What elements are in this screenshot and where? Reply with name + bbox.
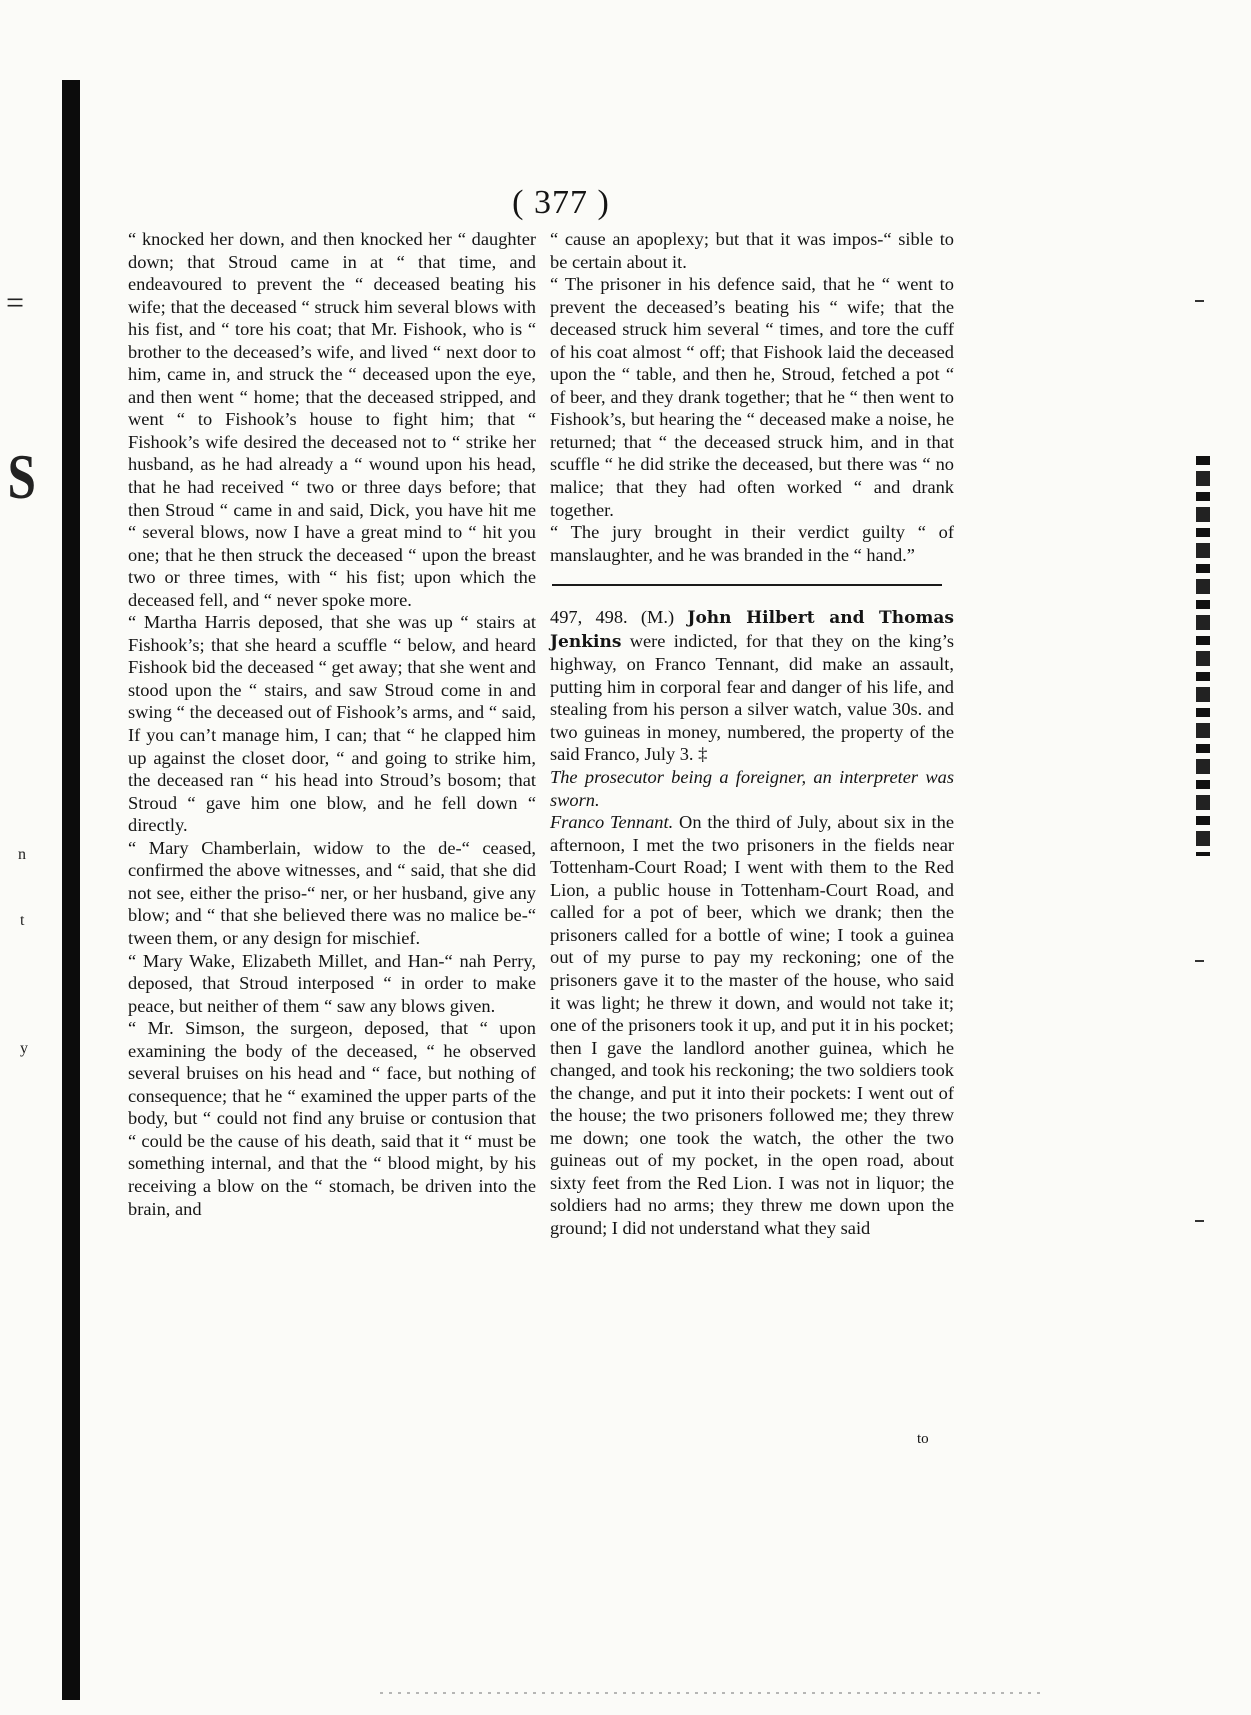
paragraph: “ Mary Chamberlain, widow to the de-“ ceased, confirmed the above witnesses, and “ said, that she did not see, either the priso-“ ner, or her husband, give any blow; and “ that she believed there was no malice be-“ tween them, or any design for mischief. <box>128 837 536 948</box>
paragraph: “ The jury brought in their verdict guilty “ of manslaughter, and he was branded in the “ hand.” <box>550 522 954 565</box>
case-number: 497, 498. (M.) <box>550 607 675 628</box>
right-column <box>550 228 954 1240</box>
paragraph: “ knocked her down, and then knocked her “ daughter down; that Stroud came in at “ that time, and endeavoured to prevent the “ deceased beating his wife; that the deceased “ struck him several blows with his fist, and “ tore his coat; that Mr. Fishook, who is “ brother to the deceased’s wife, and lived “ next door to him, came in, and struck the “ deceased upon the eye, and then went “ home; that the deceased stripped, and went “ to Fishook’s house to fight him; that “ Fishook’s wife desired the deceased not to “ strike her husband, as he had already a “ wound upon his head, that he had received “ two or three days before; that then Stroud “ came in and said, Dick, you have hit me “ several blows, now I have a great mind to “ hit you one; that he then struck the deceased “ upon the breast two or three times, with “ his fist; upon which the deceased fell, and “ never spoke more. <box>128 229 536 610</box>
indictment-text: were indicted, for that they on the king’s highway, on Franco Tennant, did make an assault, putting him in corporal fear and danger of his life, and stealing from his person a silver watch, value 30s. and two guineas in money, numbered, the property of the said Franco, July 3. ‡ <box>550 630 954 765</box>
edge-mark <box>1195 1220 1204 1222</box>
paragraph: “ cause an apoplexy; but that it was impos-“ sible to be certain about it. <box>550 229 954 272</box>
scan-noise <box>380 1692 1040 1694</box>
catchword: to <box>917 1431 929 1447</box>
testimony-text: On the third of July, about six in the afternoon, I met the two prisoners in the fields near Tottenham-Court Road; I went with them to the Red Lion, a public house in Tottenham-Court Road, and called for a pot of beer, which we drank; then the prisoners called for a bottle of wine; I took a guinea out of my purse to pay my reckoning; one of the prisoners gave it to the master of the house, who said it was light; he threw it down, and would not take it; one of the prisoners took it up, and put it in his pocket; then I gave the landlord another guinea, which he changed, and took his reckoning; the two soldiers took the change, and put it into their pockets: I went out of the house; the two prisoners followed me; they threw me down; one took the watch, the other the two guineas out of my pocket, in the open road, about sixty feet from the Red Lion. I was not in liquor; the soldiers had no arms; they threw me down upon the ground; I did not understand what they said <box>550 812 954 1238</box>
margin-mark-letter: S <box>7 441 37 512</box>
edge-mark <box>1195 300 1204 302</box>
paragraph: “ Martha Harris deposed, that she was up “ stairs at Fishook’s; that she heard a scuffle “ below, and heard Fishook bid the deceased “ get away; that she went and stood upon the “ stairs, and saw Stroud come in and swing “ the deceased out of Fishook’s arms, and “ said, If you can’t manage him, I can; that “ he clapped him up against the closet door, “ and going to strike him, the deceased ran “ his head into Stroud’s bosom; that Stroud “ gave him one blow, and he fell down “ directly. <box>128 612 536 836</box>
paragraph: “ The prisoner in his defence said, that he “ went to prevent the deceased’s beating his “ wife; that the deceased struck him several “ times, and tore the cuff of his coat almost “ off; that Fishook laid the deceased upon the “ table, and then he, Stroud, fetched a pot “ of beer, and they drank together; that he “ then went to Fishook’s, but hearing the “ deceased make a noise, he returned; that “ the deceased struck him, and in that scuffle “ he did strike the deceased, but there was “ no malice; that they had often worked “ and drank together. <box>550 274 954 520</box>
defendant-names: John Hilbert and Thomas Jenkins <box>550 608 954 652</box>
testimony-speaker: Franco Tennant. <box>550 812 674 833</box>
section-divider <box>552 584 942 586</box>
testimony <box>550 811 954 1239</box>
edge-bleed-through <box>1196 456 1210 856</box>
margin-mark-letter: t <box>20 912 25 929</box>
case-heading <box>550 606 954 766</box>
page-number: ( 377 ) <box>512 184 610 221</box>
margin-mark-rule: = <box>6 284 25 320</box>
margin-mark-letter: y <box>20 1040 28 1057</box>
margin-mark-letter: n <box>18 846 26 863</box>
interpreter-note: The prosecutor being a foreigner, an interpreter was sworn. <box>550 767 954 810</box>
left-column <box>128 228 536 1220</box>
binding-shadow <box>62 80 80 1700</box>
paragraph: “ Mr. Simson, the surgeon, deposed, that “ upon examining the body of the deceased, “ he observed several bruises on his head and “ face, but nothing of consequence; that he “ examined the upper parts of the body, but “ could not find any bruise or contusion that “ could be the cause of his death, said that it “ must be something internal, and that the “ blood might, by his receiving a blow on the “ stomach, be driven into the brain, and <box>128 1018 536 1219</box>
edge-mark <box>1195 960 1204 962</box>
paragraph: “ Mary Wake, Elizabeth Millet, and Han-“ nah Perry, deposed, that Stroud interposed “ in order to make peace, but neither of them “ saw any blows given. <box>128 950 536 1016</box>
